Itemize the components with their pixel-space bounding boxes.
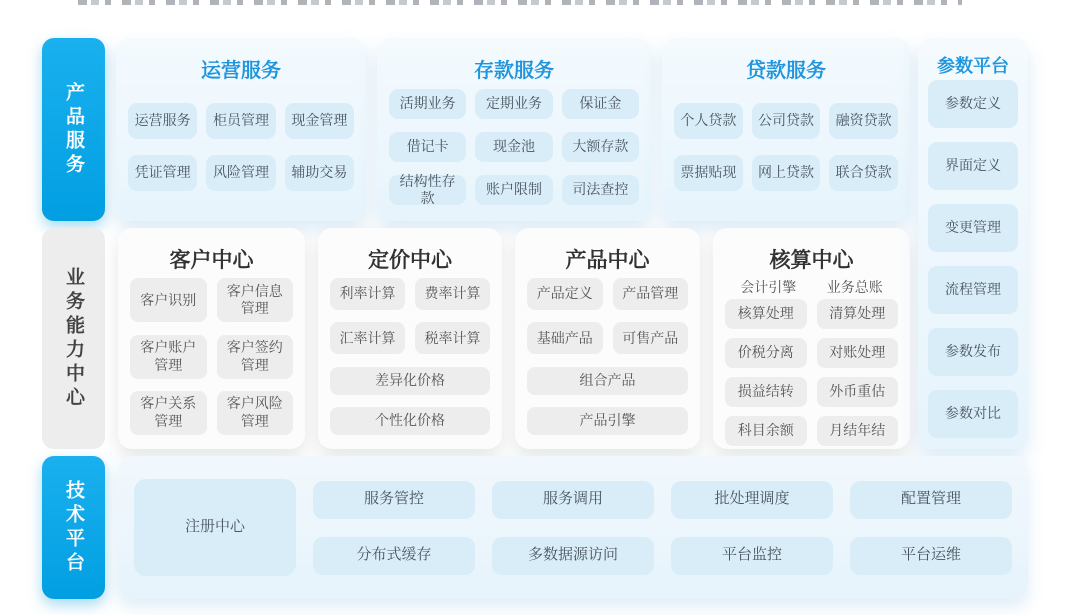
tab-business-capability (42, 228, 105, 449)
section-title: 定价中心 (368, 249, 452, 272)
chip: 大额存款 (562, 132, 639, 162)
chip: 多数据源访问 (492, 537, 654, 575)
section-title: 参数平台 (937, 56, 1009, 76)
upper-area (42, 38, 1028, 449)
section-loan-services (662, 38, 910, 221)
chip (130, 391, 207, 435)
chip (217, 335, 294, 379)
chip: 可售产品 (613, 322, 689, 354)
chip: 活期业务 (389, 89, 466, 119)
subtitle-business-ledger: 业务总账 (826, 279, 883, 295)
chip: 产品管理 (613, 278, 689, 310)
chip: 参数对比 (928, 390, 1018, 438)
section-pricing-center (318, 228, 502, 449)
section-customer-center (118, 228, 305, 449)
chip: 变更管理 (928, 204, 1018, 252)
diagram-body (42, 38, 1028, 599)
chip: 参数定义 (928, 80, 1018, 128)
chip: 运营服务 (128, 103, 197, 139)
chip: 基础产品 (527, 322, 603, 354)
chip: 产品定义 (527, 278, 603, 310)
section-parameter-platform (918, 38, 1028, 449)
chip-grid (527, 276, 688, 437)
chip: 清算处理 (817, 299, 899, 329)
tech-platform-container (118, 456, 1028, 599)
section-title: 客户中心 (169, 249, 254, 272)
chip: 费率计算 (415, 278, 490, 310)
tab-product-services-label: 产品服务 (63, 81, 84, 178)
chip: 批处理调度 (671, 481, 833, 519)
chip: 月结年结 (817, 416, 899, 446)
accounting-subtitles (725, 276, 898, 299)
chip: 流程管理 (928, 266, 1018, 314)
chip: 司法查控 (562, 175, 639, 205)
tech-column (671, 481, 833, 575)
chip-grid (389, 87, 639, 207)
chip: 对账处理 (817, 338, 899, 368)
chip-label: 客户识别 (140, 291, 197, 308)
section-product-center (515, 228, 700, 449)
chip: 凭证管理 (128, 155, 197, 191)
chip: 融资贷款 (829, 103, 898, 139)
chip: 利率计算 (330, 278, 405, 310)
chip: 账户限制 (475, 175, 552, 205)
chip-label: 客户关系管理 (140, 395, 197, 429)
clipped-text-remnant (78, 0, 962, 5)
chip: 平台监控 (671, 537, 833, 575)
chip-grid (725, 299, 898, 446)
tab-tech-platform-label: 技术平台 (63, 479, 84, 576)
chip: 借记卡 (389, 132, 466, 162)
chip-grid (674, 87, 898, 207)
chip-label: 客户账户管理 (140, 339, 197, 373)
chip: 服务调用 (492, 481, 654, 519)
chip: 结构性存款 (389, 175, 466, 205)
chip-grid (330, 276, 490, 437)
chip: 损益结转 (725, 377, 807, 407)
chip: 定期业务 (475, 89, 552, 119)
section-title: 运营服务 (201, 60, 281, 82)
chip: 现金管理 (285, 103, 354, 139)
chip: 平台运维 (850, 537, 1012, 575)
tech-platform-row (42, 456, 1028, 599)
chip: 分布式缓存 (313, 537, 475, 575)
chip: 配置管理 (850, 481, 1012, 519)
tech-column (850, 481, 1012, 575)
chip: 风险管理 (206, 155, 275, 191)
section-deposit-services (377, 38, 651, 221)
chip: 网上贷款 (752, 155, 821, 191)
chip (217, 391, 294, 435)
section-title: 存款服务 (474, 60, 554, 82)
chip: 参数发布 (928, 328, 1018, 376)
chip: 辅助交易 (285, 155, 354, 191)
chip-grid (128, 87, 354, 207)
chip: 差异化价格 (330, 367, 490, 395)
section-title: 产品中心 (565, 249, 650, 272)
chip: 现金池 (475, 132, 552, 162)
chip-label: 客户信息管理 (226, 282, 283, 317)
chip: 科目余额 (725, 416, 807, 446)
chip: 汇率计算 (330, 322, 405, 354)
chip: 票据贴现 (674, 155, 743, 191)
chip: 产品引擎 (527, 407, 688, 435)
chip (130, 335, 207, 379)
tab-business-capability-label: 业务能力中心 (63, 266, 84, 411)
chip: 核算处理 (725, 299, 807, 329)
chip-grid (130, 276, 293, 437)
chip: 服务管控 (313, 481, 475, 519)
section-title: 贷款服务 (746, 60, 826, 82)
capability-row (42, 228, 910, 449)
chip: 外币重估 (817, 377, 899, 407)
chip: 联合贷款 (829, 155, 898, 191)
chip-label: 客户签约管理 (226, 339, 283, 373)
chip: 税率计算 (415, 322, 490, 354)
section-accounting-center (713, 228, 910, 449)
section-operation-services (116, 38, 366, 221)
chip: 柜员管理 (206, 103, 275, 139)
chip: 个人贷款 (674, 103, 743, 139)
chip (130, 278, 207, 322)
tab-tech-platform (42, 456, 105, 599)
chip: 公司贷款 (752, 103, 821, 139)
chip: 个性化价格 (330, 407, 490, 435)
subtitle-accounting-engine: 会计引擎 (740, 279, 797, 295)
tab-product-services (42, 38, 105, 221)
chip-grid (928, 80, 1018, 438)
chip: 价税分离 (725, 338, 807, 368)
tech-column (492, 481, 654, 575)
upper-left (42, 38, 910, 449)
product-services-row (42, 38, 910, 221)
tech-column (313, 481, 475, 575)
chip (217, 278, 294, 322)
registry-center-chip: 注册中心 (134, 479, 296, 576)
section-title: 核算中心 (769, 249, 854, 272)
chip: 界面定义 (928, 142, 1018, 190)
chip-label: 客户风险管理 (226, 395, 283, 429)
chip: 组合产品 (527, 367, 688, 395)
chip: 保证金 (562, 89, 639, 119)
